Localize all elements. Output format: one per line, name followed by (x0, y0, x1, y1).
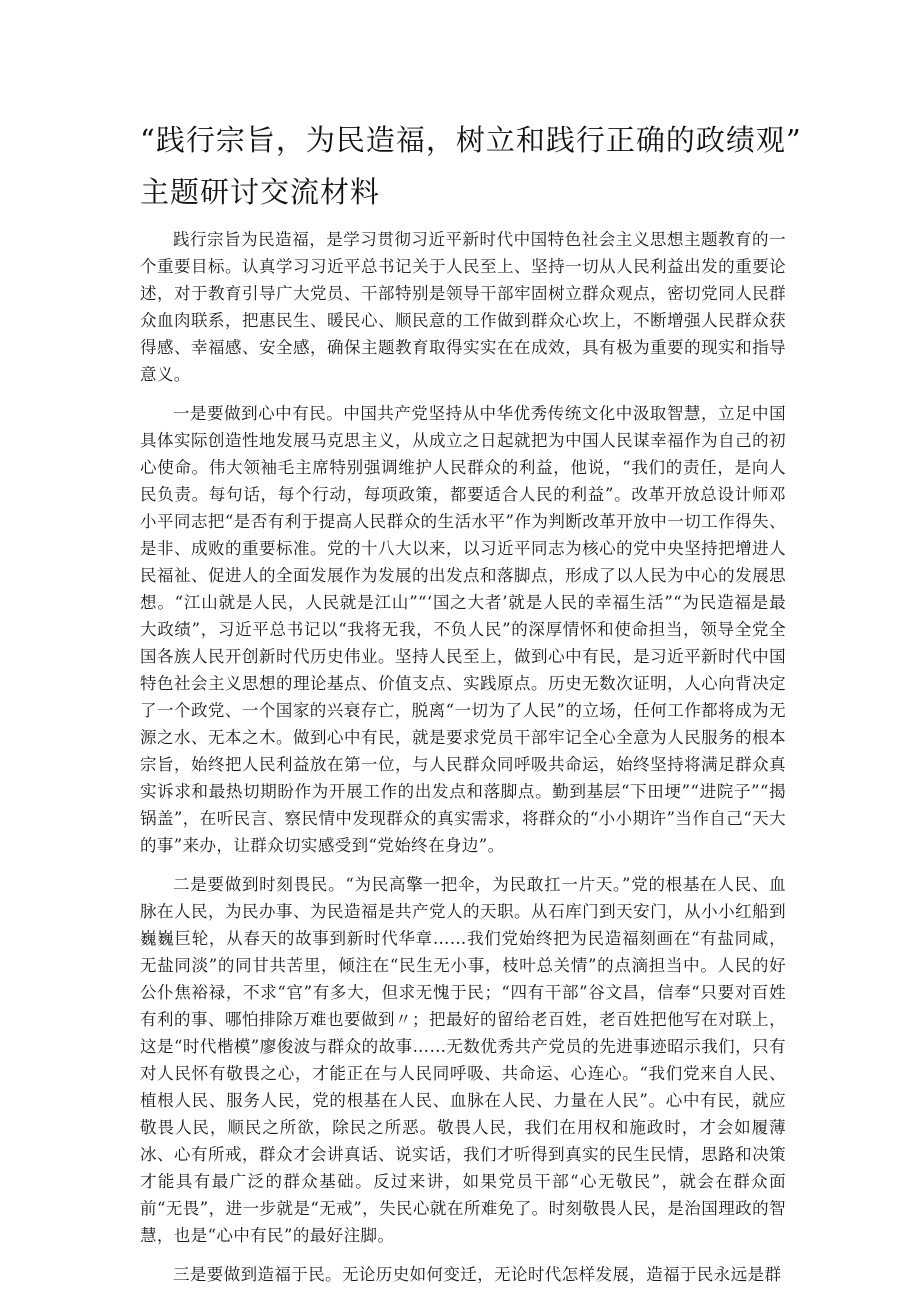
paragraph-point-one: 一是要做到心中有民。中国共产党坚持从中华优秀传统文化中汲取智慧，立足中国具体实际创造性地发展马克思主义，从成立之日起就把为中国人民谋幸福作为自己的初心使命。伟大领袖毛主席特别强调维护人民群众的利益，他说，“我们的责任，是向人民负责。每句话，每个行动，每项政策，都要适合人民的利益”。改革开放总设计师邓小平同志把“是否有利于提高人民群众的生活水平”作为判断改革开放中一切工作得失、是非、成败的重要标准。党的十八大以来，以习近平同志为核心的党中央坚持把增进人民福祉、促进人的全面发展作为发展的出发点和落脚点，形成了以人民为中心的发展思想。“江山就是人民，人民就是江山”“‘国之大者’就是人民的幸福生活”“为民造福是最大政绩”，习近平总书记以“我将无我，不负人民”的深厚情怀和使命担当，领导全党全国各族人民开创新时代历史伟业。坚持人民至上，做到心中有民，是习近平新时代中国特色社会主义思想的理论基点、价值支点、实践原点。历史无数次证明，人心向背决定了一个政党、一个国家的兴衰存亡，脱离“一切为了人民”的立场，任何工作都将成为无源之水、无本之木。做到心中有民，就是要求党员干部牢记全心全意为人民服务的根本宗旨，始终把人民利益放在第一位，与人民群众同呼吸共命运，始终坚持将满足群众真实诉求和最热切期盼作为开展工作的出发点和落脚点。勤到基层“下田埂”“进院子”“揭锅盖”，在听民言、察民情中发现群众的真实需求，将群众的“小小期许”当作自己“天大的事”来办，让群众切实感受到“党始终在身边”。 (140, 404, 786, 855)
document-title-line-2: 主题研讨交流材料 (140, 175, 381, 209)
paragraph-point-three: 三是要做到造福于民。无论历史如何变迁，无论时代怎样发展，造福于民永远是群 (173, 1265, 782, 1284)
document-title-line-1: “践行宗旨，为民造福，树立和践行正确的政绩观” (140, 123, 802, 157)
paragraph-point-two: 二是要做到时刻畏民。“为民高擎一把伞，为民敢扛一片天。”党的根基在人民、血脉在人民，为民办事、为民造福是共产党人的天职。从石库门到天安门，从小小红船到巍巍巨轮，从春天的故事到新时代华章……我们党始终把为民造福刻画在“有盐同咸，无盐同淡”的同甘共苦里，倾注在“民生无小事，枝叶总关情”的点滴担当中。人民的好公仆焦裕禄，不求“官”有多大，但求无愧于民；“四有干部”谷文昌，信奉“只要对百姓有利的事、哪怕排除万难也要做到〃；把最好的留给老百姓，老百姓把他写在对联上，这是“时代楷模”廖俊波与群众的故事……无数优秀共产党员的先进事迹昭示我们，只有对人民怀有敬畏之心，才能正在与人民同呼吸、共命运、心连心。“我们党来自人民、植根人民、服务人民，党的根基在人民、血脉在人民、力量在人民”。心中有民，就应敬畏人民，顺民之所欲，除民之所恶。敬畏人民，我们在用权和施政时，才会如履薄冰、心有所戒，群众才会讲真话、说实话，我们才听得到真实的民生民情，思路和决策才能具有最广泛的群众基础。反过来讲，如果党员干部“心无敬民”，就会在群众面前“无畏”，进一步就是“无戒”，失民心就在所难免了。时刻敬畏人民，是治国理政的智慧，也是“心中有民”的最好注脚。 (140, 875, 786, 1245)
document-body (140, 226, 786, 1288)
paragraph-intro: 践行宗旨为民造福，是学习贯彻习近平新时代中国特色社会主义思想主题教育的一个重要目标。认真学习习近平总书记关于人民至上、坚持一切从人民利益出发的重要论述，对于教育引导广大党员、干部特别是领导干部牢固树立群众观点，密切党同人民群众血肉联系，把惠民生、暖民心、顺民意的工作做到群众心坎上，不断增强人民群众获得感、幸福感、安全感，确保主题教育取得实实在在成效，具有极为重要的现实和指导意义。 (140, 230, 786, 384)
